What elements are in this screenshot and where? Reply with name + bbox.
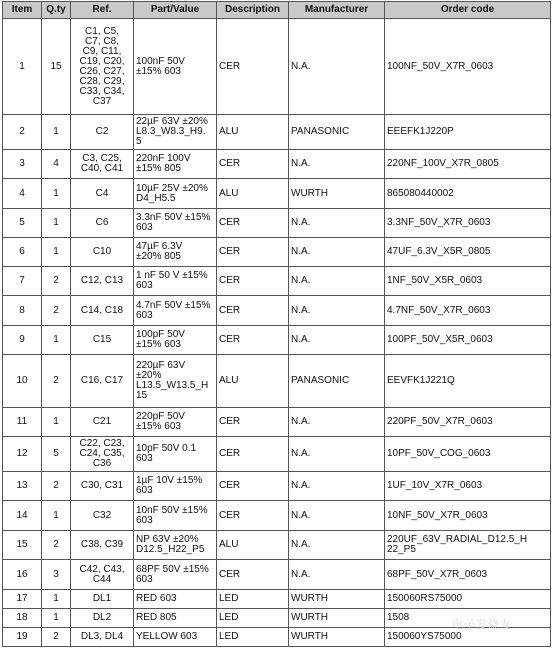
table-row [3,531,551,560]
cell-ref-text: C2 [95,126,109,137]
cell-ref-text: C10 [92,246,112,257]
cell-part-value [134,560,217,590]
cell-order-code-text: EEVFK1J221Q [387,375,455,386]
cell-order-code [385,209,551,238]
cell-order-code [385,355,551,408]
cell-description [217,209,289,238]
cell-part-value [134,115,217,150]
cell-qty-text: 1 [53,126,59,137]
cell-manufacturer [289,437,385,472]
cell-qty [42,408,71,437]
cell-manufacturer [289,115,385,150]
table-row [3,267,551,296]
cell-item-text: 11 [16,416,28,427]
cell-item-text: 12 [16,448,28,459]
cell-item [3,437,42,472]
cell-ref [71,590,134,609]
cell-item-text: 2 [19,126,25,137]
col-header-description: Description [217,2,289,19]
cell-part-value-text: RED 805 [136,612,177,623]
cell-ref-text: C4 [95,187,109,199]
cell-item-text: 18 [16,612,28,623]
cell-ref-text: DL3, DL4 [80,631,124,642]
cell-manufacturer [289,238,385,267]
cell-description [217,19,289,115]
cell-item-text: 5 [19,217,25,228]
cell-description-text: CER [219,246,241,257]
cell-description [217,501,289,531]
cell-order-code-text: 1508 [387,612,410,623]
cell-ref-text: C1, C5, C7, C8, C9, C11, C19, C20, C26, C27, C28, C29, C33, C34, C37 [79,25,125,107]
cell-item [3,609,42,628]
cell-order-code-text: 100NF_50V_X7R_0603 [387,60,494,72]
cell-description-text: CER [219,60,241,72]
cell-part-value-text: NP 63V ±20% D12.5_H22_P5 [136,534,205,555]
cell-order-code [385,590,551,609]
cell-order-code-text: 68PF_50V_X7R_0603 [387,568,488,580]
cell-order-code-text: EEEFK1J220P [387,126,454,137]
cell-manufacturer [289,209,385,238]
cell-manufacturer-text: N.A. [291,275,311,286]
cell-manufacturer [289,590,385,609]
cell-manufacturer [289,296,385,326]
table-row [3,179,551,209]
cell-description [217,628,289,647]
cell-order-code [385,19,551,115]
cell-manufacturer [289,501,385,531]
cell-manufacturer-text: N.A. [291,480,311,491]
cell-item-text: 19 [16,631,28,642]
cell-qty-text: 2 [53,480,59,491]
cell-description-text: LED [219,612,239,623]
cell-description-text: ALU [219,187,239,199]
cell-order-code [385,296,551,326]
cell-description-text: CER [219,568,241,580]
cell-qty-text: 2 [53,539,59,550]
cell-description-text: CER [219,416,241,427]
cell-manufacturer-text: N.A. [291,509,311,521]
table-row [3,628,551,647]
cell-order-code [385,326,551,355]
cell-manufacturer-text: N.A. [291,246,311,257]
cell-qty [42,179,71,209]
cell-item-text: 1 [19,60,25,72]
cell-item [3,326,42,355]
cell-description [217,238,289,267]
cell-ref-text: C15 [92,334,112,345]
cell-qty-text: 1 [53,509,59,521]
cell-order-code [385,437,551,472]
cell-order-code-text: 150060RS75000 [387,593,463,604]
cell-item-text: 15 [16,539,28,550]
cell-qty-text: 15 [50,60,62,72]
cell-qty [42,115,71,150]
table-row [3,238,551,267]
cell-manufacturer-text: PANASONIC [291,375,350,386]
cell-part-value-text: RED 603 [136,593,177,604]
cell-description [217,296,289,326]
cell-item [3,296,42,326]
cell-qty [42,628,71,647]
cell-qty-text: 4 [53,158,59,169]
cell-part-value [134,296,217,326]
cell-qty-text: 1 [53,217,59,228]
cell-part-value-text: 4.7nF 50V ±15% 603 [136,299,211,321]
cell-part-value [134,355,217,408]
cell-ref [71,437,134,472]
cell-item-text: 9 [19,334,25,345]
cell-manufacturer-text: N.A. [291,60,311,72]
cell-order-code-text: 100PF_50V_X5R_0603 [387,334,493,345]
cell-order-code-text: 150060YS75000 [387,631,462,642]
cell-description [217,437,289,472]
cell-description [217,267,289,296]
cell-ref [71,209,134,238]
col-header-item: Item [3,2,42,19]
cell-manufacturer-text: WURTH [291,187,329,199]
cell-ref [71,115,134,150]
cell-ref [71,501,134,531]
cell-item [3,267,42,296]
cell-description-text: CER [219,217,241,228]
cell-ref-text: DL1 [92,593,112,604]
table-row [3,326,551,355]
table-row [3,355,551,408]
cell-order-code-text: 220PF_50V_X7R_0603 [387,416,493,427]
cell-item [3,590,42,609]
cell-ref-text: C21 [92,416,112,427]
cell-order-code-text: 1UF_10V_X7R_0603 [387,480,483,491]
cell-manufacturer [289,472,385,501]
col-header-order-code: Order code [385,2,551,19]
cell-part-value-text: 68PF 50V ±15% 603 [136,563,209,585]
cell-order-code [385,501,551,531]
cell-manufacturer-text: WURTH [291,593,329,604]
cell-description-text: LED [219,593,239,604]
cell-ref-text: C3, C25, C40, C41 [80,153,124,174]
cell-manufacturer-text: N.A. [291,217,311,228]
table-row [3,408,551,437]
cell-description [217,531,289,560]
cell-order-code-text: 10NF_50V_X7R_0603 [387,509,488,521]
cell-order-code [385,628,551,647]
cell-part-value-text: 100nF 50V ±15% 603 [136,55,185,77]
cell-qty [42,209,71,238]
cell-part-value [134,209,217,238]
cell-ref-text: C32 [92,509,112,521]
cell-item [3,472,42,501]
cell-order-code [385,609,551,628]
cell-part-value-text: 220pF 50V ±15% 603 [136,411,185,432]
cell-order-code [385,267,551,296]
cell-qty-text: 1 [53,416,59,427]
cell-qty [42,267,71,296]
watermark-icon: 电子发烧友 [452,618,512,631]
cell-item [3,531,42,560]
table-row [3,501,551,531]
cell-description [217,472,289,501]
cell-qty-text: 3 [53,568,59,580]
cell-qty [42,472,71,501]
cell-ref-text: C12, C13 [80,275,124,286]
cell-order-code-text: 865080440002 [387,187,454,199]
cell-order-code [385,115,551,150]
cell-qty-text: 1 [53,187,59,199]
cell-ref [71,326,134,355]
cell-ref [71,355,134,408]
cell-part-value [134,326,217,355]
cell-ref [71,150,134,179]
cell-order-code [385,408,551,437]
cell-ref-text: C16, C17 [80,375,124,386]
cell-description [217,355,289,408]
cell-manufacturer [289,355,385,408]
cell-qty [42,560,71,590]
cell-ref [71,609,134,628]
cell-part-value-text: 10µF 25V ±20% D4_H5.5 [136,182,208,204]
cell-part-value-text: 3.3nF 50V ±15% 603 [136,212,211,233]
cell-part-value [134,628,217,647]
cell-item [3,408,42,437]
cell-manufacturer [289,150,385,179]
cell-ref-text: C30, C31 [80,480,124,491]
cell-part-value [134,19,217,115]
cell-ref [71,628,134,647]
cell-description [217,179,289,209]
cell-qty [42,19,71,115]
cell-ref [71,531,134,560]
cell-qty-text: 1 [53,246,59,257]
cell-part-value-text: 10nF 50V ±15% 603 [136,504,208,526]
cell-item [3,560,42,590]
cell-manufacturer [289,326,385,355]
cell-item-text: 4 [19,187,25,199]
cell-item-text: 14 [16,509,28,521]
cell-qty [42,437,71,472]
cell-description [217,560,289,590]
cell-ref-text: DL2 [92,612,112,623]
cell-part-value [134,238,217,267]
cell-item-text: 7 [19,275,25,286]
cell-item-text: 3 [19,158,25,169]
cell-description-text: CER [219,304,241,316]
cell-part-value [134,408,217,437]
col-header-ref: Ref. [71,2,134,19]
cell-order-code-text: 47UF_6.3V_X5R_0805 [387,246,491,257]
cell-order-code [385,560,551,590]
cell-order-code [385,179,551,209]
cell-description-text: ALU [219,126,239,137]
cell-qty [42,238,71,267]
cell-description-text: LED [219,631,239,642]
cell-item [3,209,42,238]
cell-part-value [134,501,217,531]
cell-ref-text: C42, C43, C44 [79,563,125,585]
table-row [3,209,551,238]
cell-part-value [134,590,217,609]
cell-order-code-text: 10PF_50V_COG_0603 [387,448,491,459]
table-row [3,609,551,628]
cell-manufacturer-text: N.A. [291,448,311,459]
cell-manufacturer [289,179,385,209]
cell-item-text: 16 [16,568,28,580]
cell-item [3,150,42,179]
cell-part-value [134,179,217,209]
cell-manufacturer-text: N.A. [291,539,311,550]
cell-ref [71,560,134,590]
cell-ref-text: C38, C39 [80,539,124,550]
cell-item [3,501,42,531]
cell-description-text: ALU [219,375,239,386]
cell-qty-text: 2 [53,304,59,316]
table-row [3,560,551,590]
cell-item-text: 10 [16,375,28,386]
cell-part-value [134,531,217,560]
cell-ref-text: C22, C23, C24, C35, C36 [79,438,125,469]
table-row [3,437,551,472]
cell-manufacturer [289,628,385,647]
cell-qty-text: 5 [53,448,59,459]
cell-part-value [134,267,217,296]
cell-description [217,590,289,609]
cell-item [3,19,42,115]
cell-part-value [134,437,217,472]
cell-manufacturer [289,609,385,628]
cell-ref-text: C6 [95,217,109,228]
cell-item [3,179,42,209]
cell-qty-text: 2 [53,275,59,286]
cell-item [3,355,42,408]
cell-part-value [134,472,217,501]
cell-order-code [385,531,551,560]
cell-manufacturer-text: PANASONIC [291,126,350,137]
cell-qty [42,531,71,560]
cell-item-text: 8 [19,304,25,316]
cell-ref-text: C14, C18 [80,304,124,316]
cell-item-text: 17 [16,593,28,604]
cell-part-value-text: 10pF 50V 0.1 603 [136,443,197,464]
table-row [3,590,551,609]
table-row [3,472,551,501]
cell-manufacturer [289,531,385,560]
cell-order-code-text: 1NF_50V_X5R_0603 [387,275,483,286]
cell-qty [42,150,71,179]
cell-ref [71,238,134,267]
cell-qty-text: 1 [53,593,59,604]
cell-part-value-text: 22µF 63V ±20% L8.3_W8.3_H9. 5 [136,116,208,147]
cell-qty [42,355,71,408]
cell-part-value-text: 1µF 10V ±15% 603 [136,475,203,496]
header-row [3,2,551,19]
cell-manufacturer [289,267,385,296]
cell-ref [71,19,134,115]
cell-order-code-text: 3.3NF_50V_X7R_0603 [387,217,491,228]
cell-description-text: CER [219,480,241,491]
cell-manufacturer-text: N.A. [291,158,311,169]
table-row [3,19,551,115]
cell-item [3,115,42,150]
cell-part-value [134,609,217,628]
cell-ref [71,296,134,326]
cell-description-text: ALU [219,539,239,550]
cell-manufacturer [289,560,385,590]
cell-part-value [134,150,217,179]
cell-order-code-text: 4.7NF_50V_X7R_0603 [387,304,491,316]
cell-part-value-text: YELLOW 603 [136,631,198,642]
cell-order-code-text: 220NF_100V_X7R_0805 [387,158,499,169]
cell-part-value-text: 100pF 50V ±15% 603 [136,329,185,350]
cell-manufacturer [289,19,385,115]
cell-order-code [385,150,551,179]
cell-qty [42,326,71,355]
cell-ref [71,179,134,209]
cell-part-value-text: 47µF 6.3V ±20% 805 [136,241,183,262]
table-row [3,150,551,179]
cell-manufacturer-text: WURTH [291,612,329,623]
cell-qty [42,501,71,531]
cell-item-text: 6 [19,246,25,257]
cell-description-text: CER [219,275,241,286]
cell-part-value-text: 1 nF 50 V ±15% 603 [136,270,208,291]
cell-ref [71,267,134,296]
cell-ref [71,408,134,437]
cell-manufacturer-text: WURTH [291,631,329,642]
bom-table [2,1,551,647]
col-header-part-value: Part/Value [134,2,217,19]
cell-manufacturer-text: N.A. [291,334,311,345]
col-header-manufacturer: Manufacturer [289,2,385,19]
cell-manufacturer-text: N.A. [291,568,311,580]
cell-qty [42,609,71,628]
col-header-qty: Q.ty [42,2,71,19]
cell-qty-text: 1 [53,334,59,345]
cell-description-text: CER [219,448,241,459]
cell-order-code [385,472,551,501]
cell-item [3,238,42,267]
table-row [3,115,551,150]
cell-qty-text: 1 [53,612,59,623]
cell-item [3,628,42,647]
cell-item-text: 13 [16,480,28,491]
table-row [3,296,551,326]
cell-part-value-text: 220nF 100V ±15% 805 [136,153,191,174]
cell-description [217,326,289,355]
cell-manufacturer [289,408,385,437]
cell-manufacturer-text: N.A. [291,304,311,316]
cell-description [217,115,289,150]
cell-part-value-text: 220µF 63V ±20% L13.5_W13.5_H 15 [136,360,209,401]
cell-qty-text: 2 [53,375,59,386]
cell-ref [71,472,134,501]
cell-order-code [385,238,551,267]
cell-description-text: CER [219,509,241,521]
cell-description-text: CER [219,158,241,169]
cell-description [217,609,289,628]
cell-description [217,150,289,179]
cell-description-text: CER [219,334,241,345]
cell-qty [42,590,71,609]
cell-qty [42,296,71,326]
cell-qty-text: 2 [53,631,59,642]
cell-description [217,408,289,437]
cell-order-code-text: 220UF_63V_RADIAL_D12.5_H 22_P5 [387,534,528,555]
cell-manufacturer-text: N.A. [291,416,311,427]
